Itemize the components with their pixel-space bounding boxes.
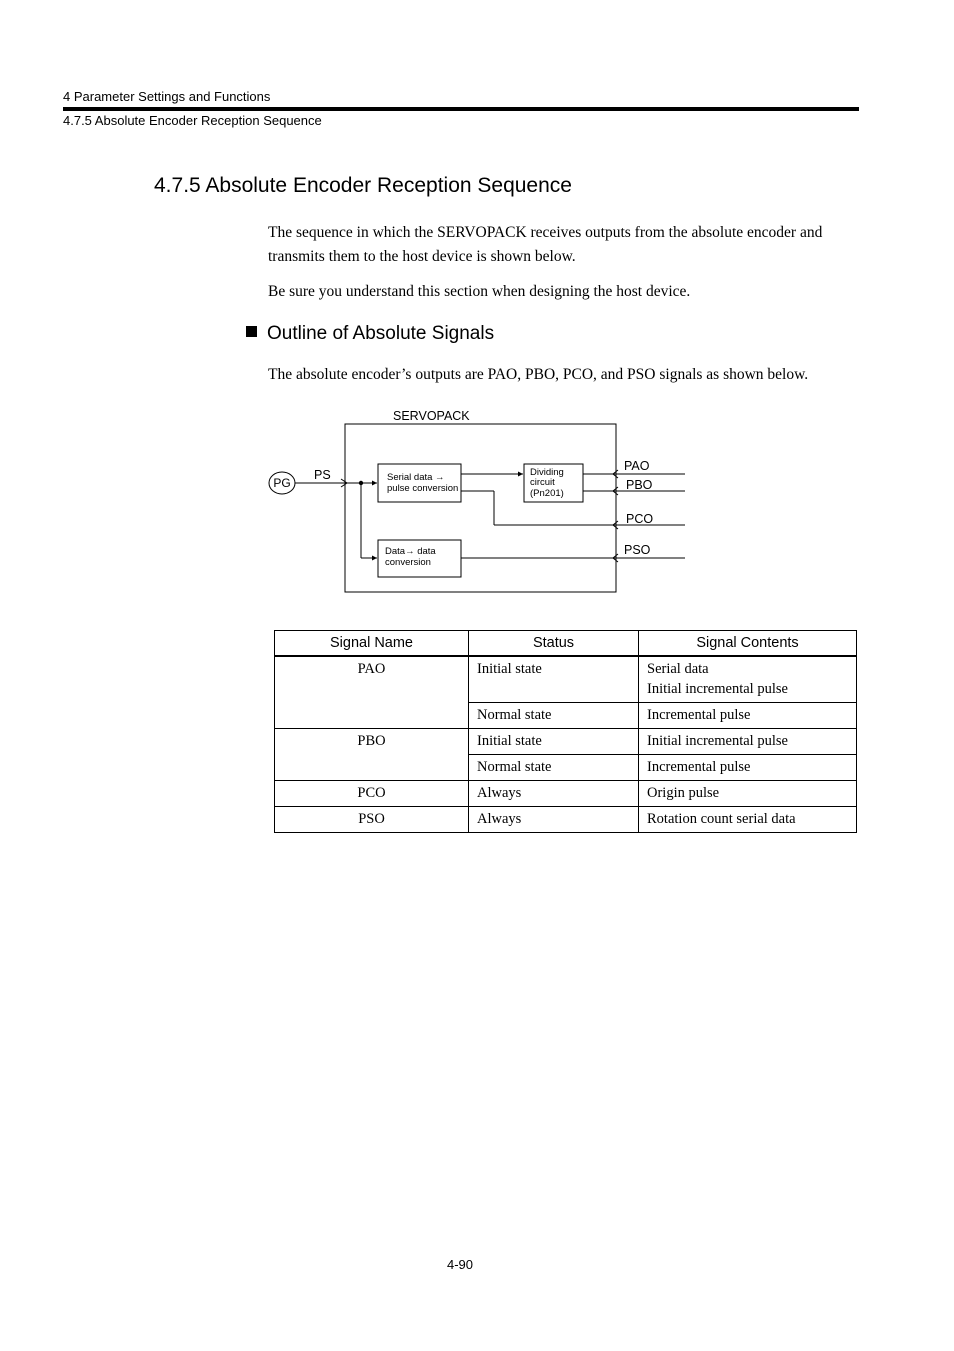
serial-box-line1: Serial data → — [387, 472, 445, 483]
status-cell: Always — [469, 807, 639, 833]
output-label-pao: PAO — [624, 459, 650, 473]
signal-name-cell: PBO — [275, 729, 469, 781]
status-cell: Always — [469, 781, 639, 807]
output-label-pbo: PBO — [626, 478, 653, 492]
data-box-line2: conversion — [385, 557, 431, 568]
table-row — [275, 656, 857, 703]
dividing-line3: (Pn201) — [530, 488, 564, 499]
section-title: 4.7.5 Absolute Encoder Reception Sequence — [154, 174, 572, 197]
intro-paragraph-2: Be sure you understand this section when designing the host device. — [268, 283, 691, 300]
serial-box-line2: pulse conversion — [387, 483, 459, 494]
running-header-section: 4.7.5 Absolute Encoder Reception Sequence — [63, 113, 322, 128]
table-row — [275, 781, 857, 807]
output-label-pso: PSO — [624, 543, 651, 557]
intro-paragraph-1: The sequence in which the SERVOPACK receives outputs from the absolute encoder and transmits them to the host device is shown below. — [268, 224, 823, 265]
status-cell: Normal state — [469, 703, 639, 729]
header-status: Status — [469, 631, 639, 657]
subsection-title: Outline of Absolute Signals — [267, 323, 495, 344]
contents-line: Serial data — [647, 661, 709, 677]
dividing-line1: Dividing — [530, 467, 564, 478]
output-label-pco: PCO — [626, 512, 654, 526]
servopack-label: SERVOPACK — [393, 409, 470, 423]
contents-cell — [639, 656, 857, 703]
header-signal-name: Signal Name — [275, 631, 469, 657]
contents-line: Initial incremental pulse — [647, 681, 788, 697]
signal-table — [274, 630, 857, 833]
running-header-chapter: 4 Parameter Settings and Functions — [63, 89, 271, 104]
contents-cell: Initial incremental pulse — [639, 729, 857, 755]
pg-label: PG — [273, 476, 291, 490]
status-cell: Normal state — [469, 755, 639, 781]
ps-label: PS — [314, 468, 331, 482]
contents-cell: Incremental pulse — [639, 755, 857, 781]
dividing-line2: circuit — [530, 477, 555, 488]
data-box-line1: Data→ data — [385, 546, 436, 557]
signal-name-cell: PCO — [275, 781, 469, 807]
table-row — [275, 807, 857, 833]
contents-cell: Incremental pulse — [639, 703, 857, 729]
table-row — [275, 729, 857, 755]
page-number: 4-90 — [446, 1257, 474, 1272]
status-cell: Initial state — [469, 729, 639, 755]
signal-block-diagram — [0, 0, 954, 620]
contents-cell: Origin pulse — [639, 781, 857, 807]
contents-cell: Rotation count serial data — [639, 807, 857, 833]
signal-name-cell: PAO — [275, 656, 469, 729]
header-signal-contents: Signal Contents — [639, 631, 857, 657]
status-cell: Initial state — [469, 656, 639, 703]
table-header-row — [275, 631, 857, 657]
signal-name-cell: PSO — [275, 807, 469, 833]
subsection-paragraph: The absolute encoder’s outputs are PAO, PBO, PCO, and PSO signals as shown below. — [268, 366, 809, 383]
